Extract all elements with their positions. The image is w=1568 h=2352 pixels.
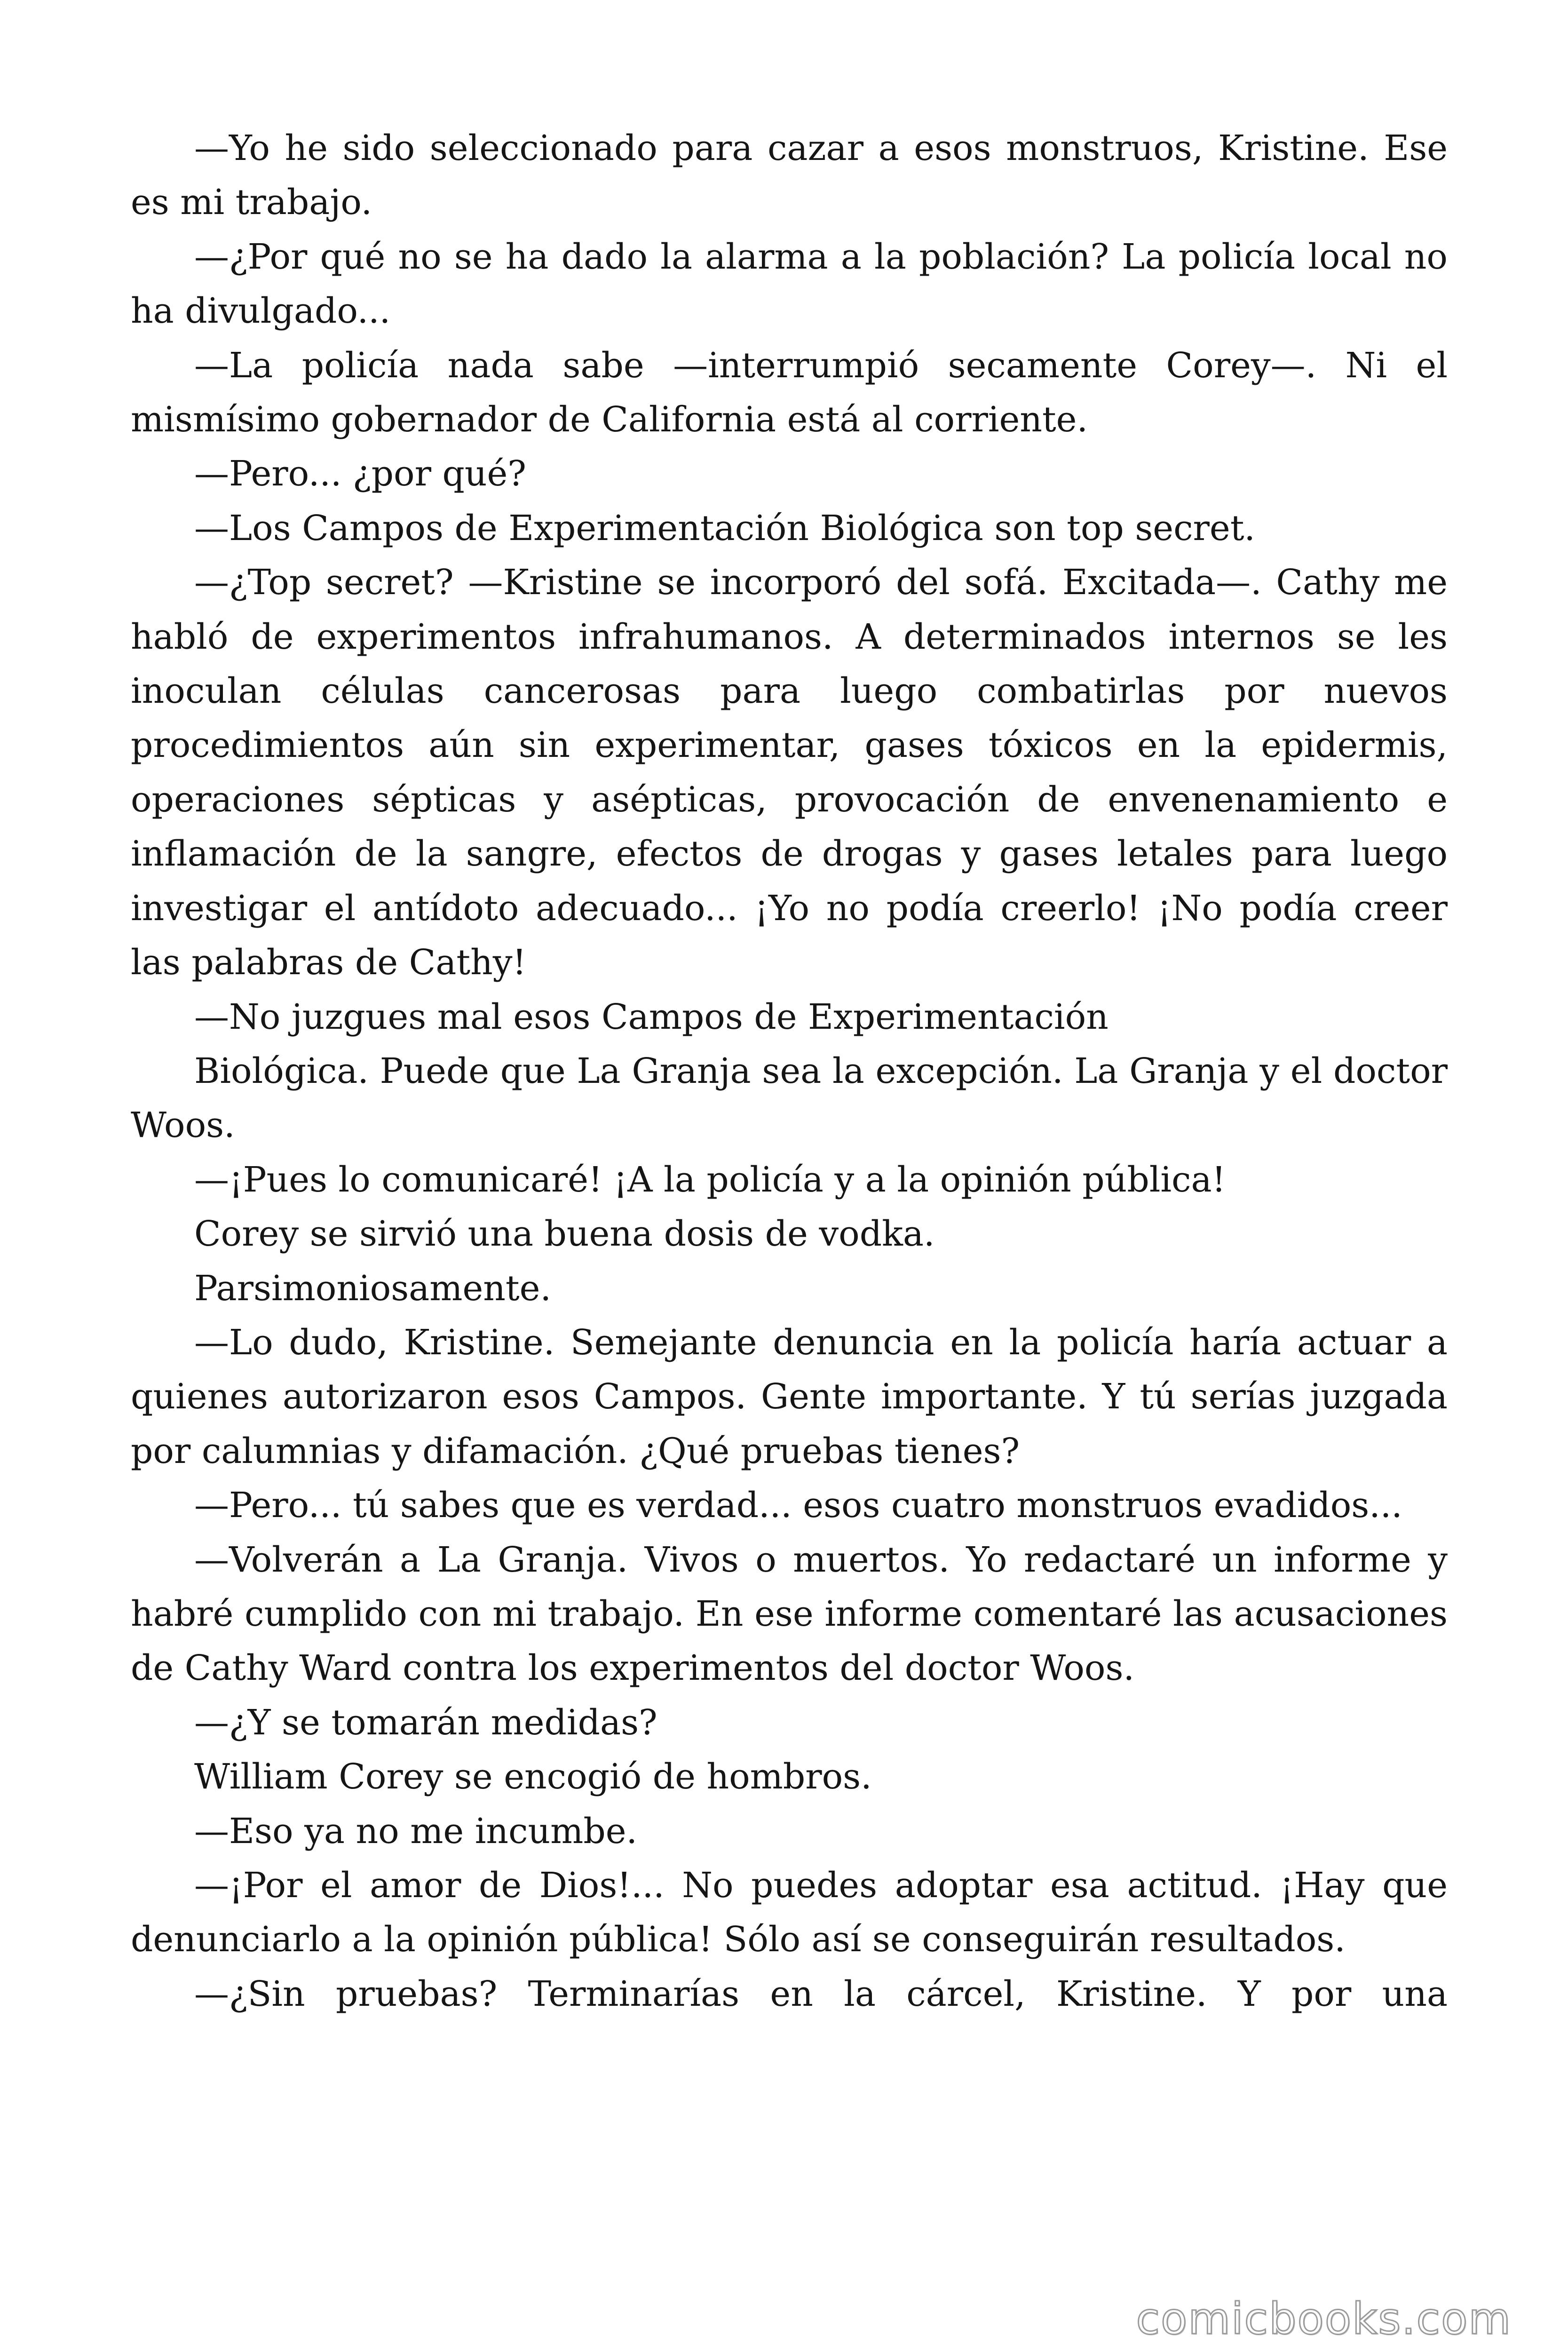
paragraph: Parsimoniosamente. bbox=[194, 1268, 551, 1309]
paragraph: —¿Top secret? —Kristine se incorporó del sofá. Excitada—. Cathy me habló de experimentos infrahumanos. A determinados internos se les inoculan células cancerosas para luego combatirlas por nuevos procedimientos aún sin experimentar, gases tóxicos en la epidermis, operaciones sépticas y asépticas, provocación de envenenamiento e inflamación de la sangre, efectos de drogas y gases letales para luego investigar el antídoto adecuado... ¡Yo no podía creerlo! ¡No podía creer las palabras de Cathy! bbox=[131, 562, 1448, 983]
paragraph: William Corey se encogió de hombros. bbox=[194, 1756, 872, 1797]
paragraph: —Los Campos de Experimentación Biológica son top secret. bbox=[194, 508, 1255, 548]
paragraph: —¿Por qué no se ha dado la alarma a la población? La policía local no ha divulgado... bbox=[131, 236, 1448, 332]
paragraph: Biológica. Puede que La Granja sea la excepción. La Granja y el doctor Woos. bbox=[131, 1050, 1448, 1146]
paragraph: —¡Por el amor de Dios!... No puedes adoptar esa actitud. ¡Hay que denunciarlo a la opinión pública! Sólo así se conseguirán resultados. bbox=[131, 1865, 1448, 1960]
paragraph: —La policía nada sabe —interrumpió secamente Corey—. Ni el mismísimo gobernador de California está al corriente. bbox=[131, 345, 1448, 440]
page-body-text bbox=[131, 121, 1448, 2021]
paragraph: —Volverán a La Granja. Vivos o muertos. Yo redactaré un informe y habré cumplido con mi trabajo. En ese informe comentaré las acusaciones de Cathy Ward contra los experimentos del doctor Woos. bbox=[131, 1539, 1448, 1689]
paragraph: —No juzgues mal esos Campos de Experimentación bbox=[194, 996, 1109, 1037]
paragraph: —Eso ya no me incumbe. bbox=[194, 1811, 638, 1851]
paragraph: —Pero... ¿por qué? bbox=[194, 453, 526, 494]
paragraph: Corey se sirvió una buena dosis de vodka. bbox=[194, 1214, 935, 1255]
paragraph: —¿Sin pruebas? Terminarías en la cárcel, Kristine. Y por una bbox=[194, 1973, 1448, 2014]
paragraph: —¡Pues lo comunicaré! ¡A la policía y a la opinión pública! bbox=[194, 1159, 1226, 1200]
watermark-logo: comicbooks.com bbox=[1136, 2294, 1512, 2344]
paragraph: —Pero... tú sabes que es verdad... esos cuatro monstruos evadidos... bbox=[194, 1485, 1402, 1526]
paragraph: —Yo he sido seleccionado para cazar a esos monstruos, Kristine. Ese es mi trabajo. bbox=[131, 128, 1448, 223]
paragraph: —Lo dudo, Kristine. Semejante denuncia en la policía haría actuar a quienes autorizaron esos Campos. Gente importante. Y tú serías juzgada por calumnias y difamación. ¿Qué pruebas tienes? bbox=[131, 1322, 1448, 1471]
paragraph: —¿Y se tomarán medidas? bbox=[194, 1702, 657, 1743]
